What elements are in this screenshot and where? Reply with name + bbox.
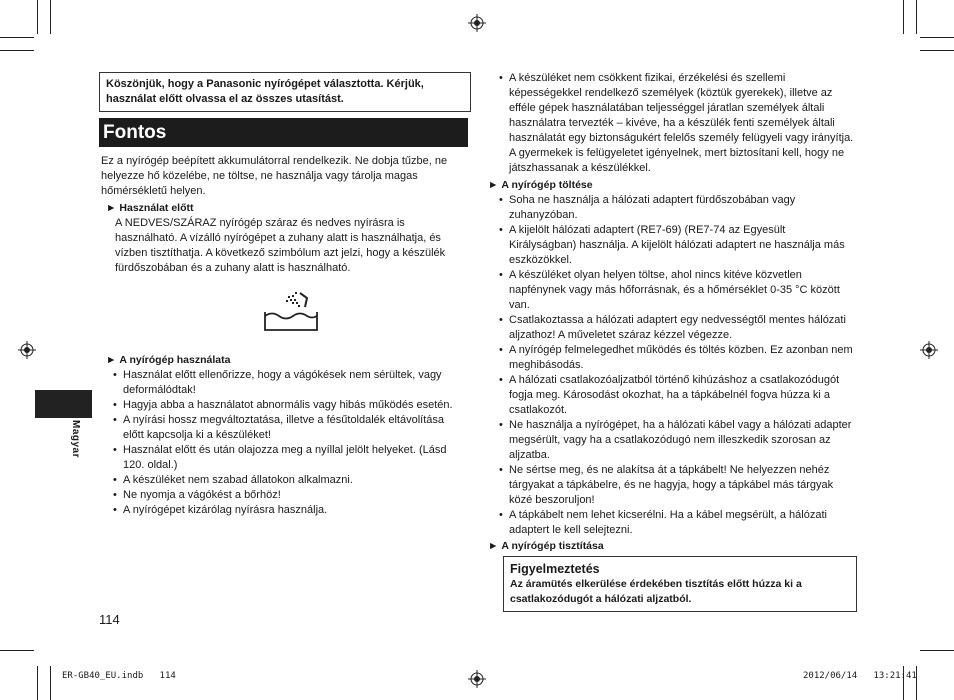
footer-date: 2012/06/14 13:21:41 [803,671,917,681]
heading-text: A nyírógép töltése [501,179,593,191]
list-item: • Hagyja abba a használatot abnormális vagy hibás működés esetén. [113,398,464,413]
list-item: • A készüléket olyan helyen töltse, ahol nincs kitéve közvetlen napfénynek vagy más hőforrásnak, és a hőmérséklet 0-35 °C között van. [499,268,855,313]
usage-list [106,368,464,518]
shower-water-icon [262,290,320,334]
right-column [488,71,855,554]
battery-paragraph: Ez a nyírógép beépített akkumulátorral rendelkezik. Ne dobja tűzbe, ne helyezze hő közelébe, ne töltse, ne használja vagy tárolja magas hőmérsékletű helyen. [101,155,448,197]
crop-mark [903,0,904,34]
crop-mark [0,50,34,51]
list-item: • A nyírási hossz megváltoztatása, illetve a fésűtoldalék eltávolítása előtt kapcsolja ki a készüléket! [113,413,464,443]
crop-mark [50,666,51,700]
section-title: Fontos [99,118,468,147]
crop-mark [0,37,34,38]
list-item: • Csatlakoztassa a hálózati adaptert egy nedvességtől mentes hálózati aljzathoz! A műveletet száraz kézzel végezze. [499,313,855,343]
warning-text: Az áramütés elkerülése érdekében tisztítás előtt húzza ki a csatlakozódugót a hálózati aljzatból. [510,578,802,605]
list-item: • A készüléket nem szabad állatokon alkalmazni. [113,473,464,488]
crop-mark [50,0,51,34]
list-item: • A nyírógép felmelegedhet működés és töltés közben. Ez azonban nem meghibásodás. [499,343,855,373]
list-item: • Használat előtt és után olajozza meg a nyíllal jelölt helyeket. (Lásd 120. oldal.) [113,443,464,473]
registration-mark-icon [18,341,36,359]
arrow-icon: ► [488,540,499,552]
charging-heading [488,178,855,193]
warning-title: Figyelmeztetés [510,562,600,576]
arrow-icon: ► [106,202,117,214]
list-item: • A tápkábelt nem lehet kicserélni. Ha a kábel megsérült, a hálózati adaptert le kell selejtezni. [499,508,855,538]
before-use-heading [106,201,461,216]
crop-mark [916,0,917,34]
registration-mark-icon [920,341,938,359]
cleaning-heading [488,539,855,554]
usage-section [106,353,464,518]
before-use-text: A NEDVES/SZÁRAZ nyírógép száraz és nedves nyírásra is használható. A vízálló nyírógépet a zuhany alatt is használhatja, és vízben tisztíthatja. A következő szimbólum azt jelzi, hogy a készülék fürdőszobában és a zuhany alatt is használható. [115,217,446,274]
list-item: • Ne használja a nyírógépet, ha a hálózati kábel vagy a hálózati adapter megsérült, vagy ha a csatlakozódugó nem illeszkedik szorosan az aljzatba. [499,418,855,463]
list-item: • A hálózati csatlakozóaljzatból történő kihúzáshoz a csatlakozódugót fogja meg. Károsodást okozhat, ha a tápkábelnél fogva húzza ki a csatlakozót. [499,373,855,418]
crop-mark [0,650,34,651]
footer-file: ER-GB40_EU.indb 114 [62,671,176,681]
list-item: • Soha ne használja a hálózati adaptert fürdőszobában vagy zuhanyzóban. [499,193,855,223]
heading-text: Használat előtt [119,202,194,214]
warning-box [503,556,857,612]
list-item: • A kijelölt hálózati adaptert (RE7-69) (RE7-74 az Egyesült Királyságban) használja. A kijelölt hálózati adaptert ne használja más eszközökkel. [499,223,855,268]
arrow-icon: ► [488,179,499,191]
charging-list [499,193,855,538]
before-use-section [106,201,461,276]
arrow-icon: ► [106,354,117,366]
registration-mark-icon [468,14,486,32]
registration-mark-icon [468,670,486,688]
crop-mark [920,50,954,51]
heading-text: A nyírógép használata [119,354,231,366]
crop-mark [920,37,954,38]
language-label: Magyar [70,420,81,459]
heading-text: A nyírógép tisztítása [501,540,604,552]
intro-box: Köszönjük, hogy a Panasonic nyírógépet választotta. Kérjük, használat előtt olvassa el az összes utasítást. [99,72,471,112]
crop-mark [37,0,38,34]
list-item: • Használat előtt ellenőrizze, hogy a vágókések nem sérültek, vagy deformálódtak! [113,368,464,398]
page-number: 114 [99,612,120,627]
list-item: • A készüléket nem csökkent fizikai, érzékelési és szellemi képességekkel rendelkező személyek (köztük gyerekek), illetve az efféle gépek használatában teljességgel járatlan személyek általi használatra tervezték – kivéve, ha a készülék fenti személyek általi használatát egy biztonságukért felelős személy felügyeli vagy irányítja. A gyermekek is felügyeletet igényelnek, mert biztosítani kell, hogy ne játszhassanak a készülékkel. [499,71,855,176]
list-item: • Ne sértse meg, és ne alakítsa át a tápkábelt! Ne helyezzen nehéz tárgyakat a tápkábelre, és ne hagyja, hogy a tápkábel más tárgyak közé beszoruljon! [499,463,855,508]
list-item: • A nyírógépet kizárólag nyírásra használja. [113,503,464,518]
supervision-list [499,71,855,176]
language-tab [35,390,92,418]
crop-mark [920,650,954,651]
crop-mark [37,666,38,700]
list-item: • Ne nyomja a vágókést a bőrhöz! [113,488,464,503]
usage-heading [106,353,464,368]
